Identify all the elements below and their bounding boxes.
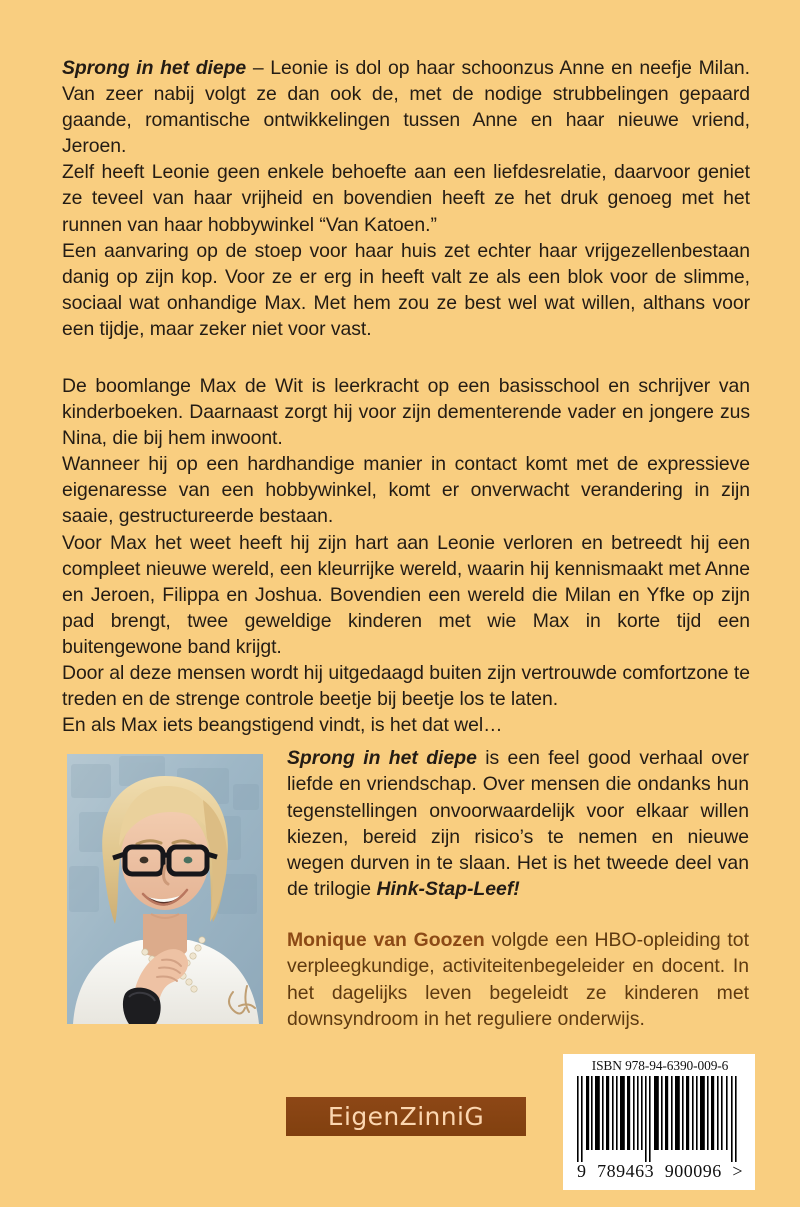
barcode-digit-left: 9 — [577, 1161, 587, 1181]
author-portrait-illustration — [67, 754, 263, 1024]
barcode-digit-right: > — [732, 1161, 743, 1181]
blurb-paragraph: Zelf heeft Leonie geen enkele behoefte aan een liefdesrelatie, daarvoor geniet ze teveel van haar vrijheid en bovendien heeft ze het druk genoeg met het runnen van haar hobbywinkel “Van Katoen.” — [62, 161, 750, 236]
publisher-logo — [286, 1097, 526, 1136]
book-title-inline: Sprong in het diepe — [62, 57, 247, 79]
publisher-name: EigenZinniG — [327, 1102, 485, 1131]
about-author-paragraph — [287, 927, 749, 1032]
blurb-paragraph: Voor Max het weet heeft hij zijn hart aan Leonie verloren en betreedt hij een compleet nieuwe wereld, een kleurrijke wereld, waarin hij kennismaakt met Anne en Jeroen, Filippa en Joshua. Bovendien een wereld die Milan en Yfke op zijn pad brengt, twee geweldige kinderen met wie Max in korte tijd een buitengewone band krijgt. — [62, 531, 750, 658]
blurb-paragraph-text: – Leonie is dol op haar schoonzus Anne en neefje Milan. Van zeer nabij volgt ze dan ook de, met de nodige strubbelingen gepaard gaande, romantische ontwikkelingen tussen Anne en haar nieuwe vriend, Jeroen. — [62, 57, 750, 158]
author-name: Monique van Goozen — [287, 929, 485, 951]
trilogy-title-inline: Hink-Stap-Leef! — [376, 878, 520, 901]
isbn-label: ISBN 978-94-6390-009-6 — [591, 1058, 729, 1073]
about-author-text — [287, 927, 749, 1032]
blurb-paragraph: De boomlange Max de Wit is leerkracht op een basisschool en schrijver van kinderboeken. Daarnaast zorgt hij voor zijn dementerende vader en jongere zus Nina, die bij hem inwoont. — [62, 375, 750, 450]
barcode-digits — [569, 1161, 749, 1182]
blurb-paragraph: Een aanvaring op de stoep voor haar huis zet echter haar vrijgezellenbestaan danig op zijn kop. Voor ze er erg in heeft valt ze als een blok voor de slimme, sociaal wat onhandige Max. Met hem zou ze best wel wat willen, althans voor een tijdje, maar zeker niet voor vast. — [62, 239, 750, 340]
barcode-digit-group-1: 789463 — [597, 1161, 655, 1181]
blurb-section-leonie — [62, 55, 750, 342]
about-book-body: is een feel good verhaal over liefde en vriendschap. Over mensen die ondanks hun tegenstellingen onvoorwaardelijk voor elkaar willen kiezen, bereid zijn risico’s te nemen en nieuwe wegen durven in te slaan. Het is het tweede deel van de trilogie — [287, 747, 749, 901]
book-title-inline: Sprong in het diepe — [287, 747, 477, 769]
barcode-block — [563, 1054, 755, 1190]
blurb-paragraph: En als Max iets beangstigend vindt, is het dat wel… — [62, 714, 503, 737]
barcode-bars — [575, 1076, 743, 1162]
author-photo — [67, 754, 263, 1024]
blurb-paragraph — [62, 55, 750, 159]
blurb-paragraph: Wanneer hij op een hardhandige manier in contact komt met de expressieve eigenaresse van een hobbywinkel, komt er onverwacht verandering in zijn saaie, gestructureerde bestaan. — [62, 453, 750, 528]
about-book-text — [287, 745, 749, 903]
barcode-digit-group-2: 900096 — [664, 1161, 722, 1181]
about-book-paragraph — [287, 745, 749, 903]
blurb-paragraph: Door al deze mensen wordt hij uitgedaagd buiten zijn vertrouwde comfortzone te treden en de strenge controle beetje bij beetje los te laten. — [62, 662, 750, 711]
about-author-body: volgde een HBO-opleiding tot verpleegkundige, activiteitenbegeleider en docent. In het dagelijks leven begeleidt ze kinderen met downsyndroom in het reguliere onderwijs. — [287, 929, 749, 1030]
blurb-section-max — [62, 373, 750, 738]
